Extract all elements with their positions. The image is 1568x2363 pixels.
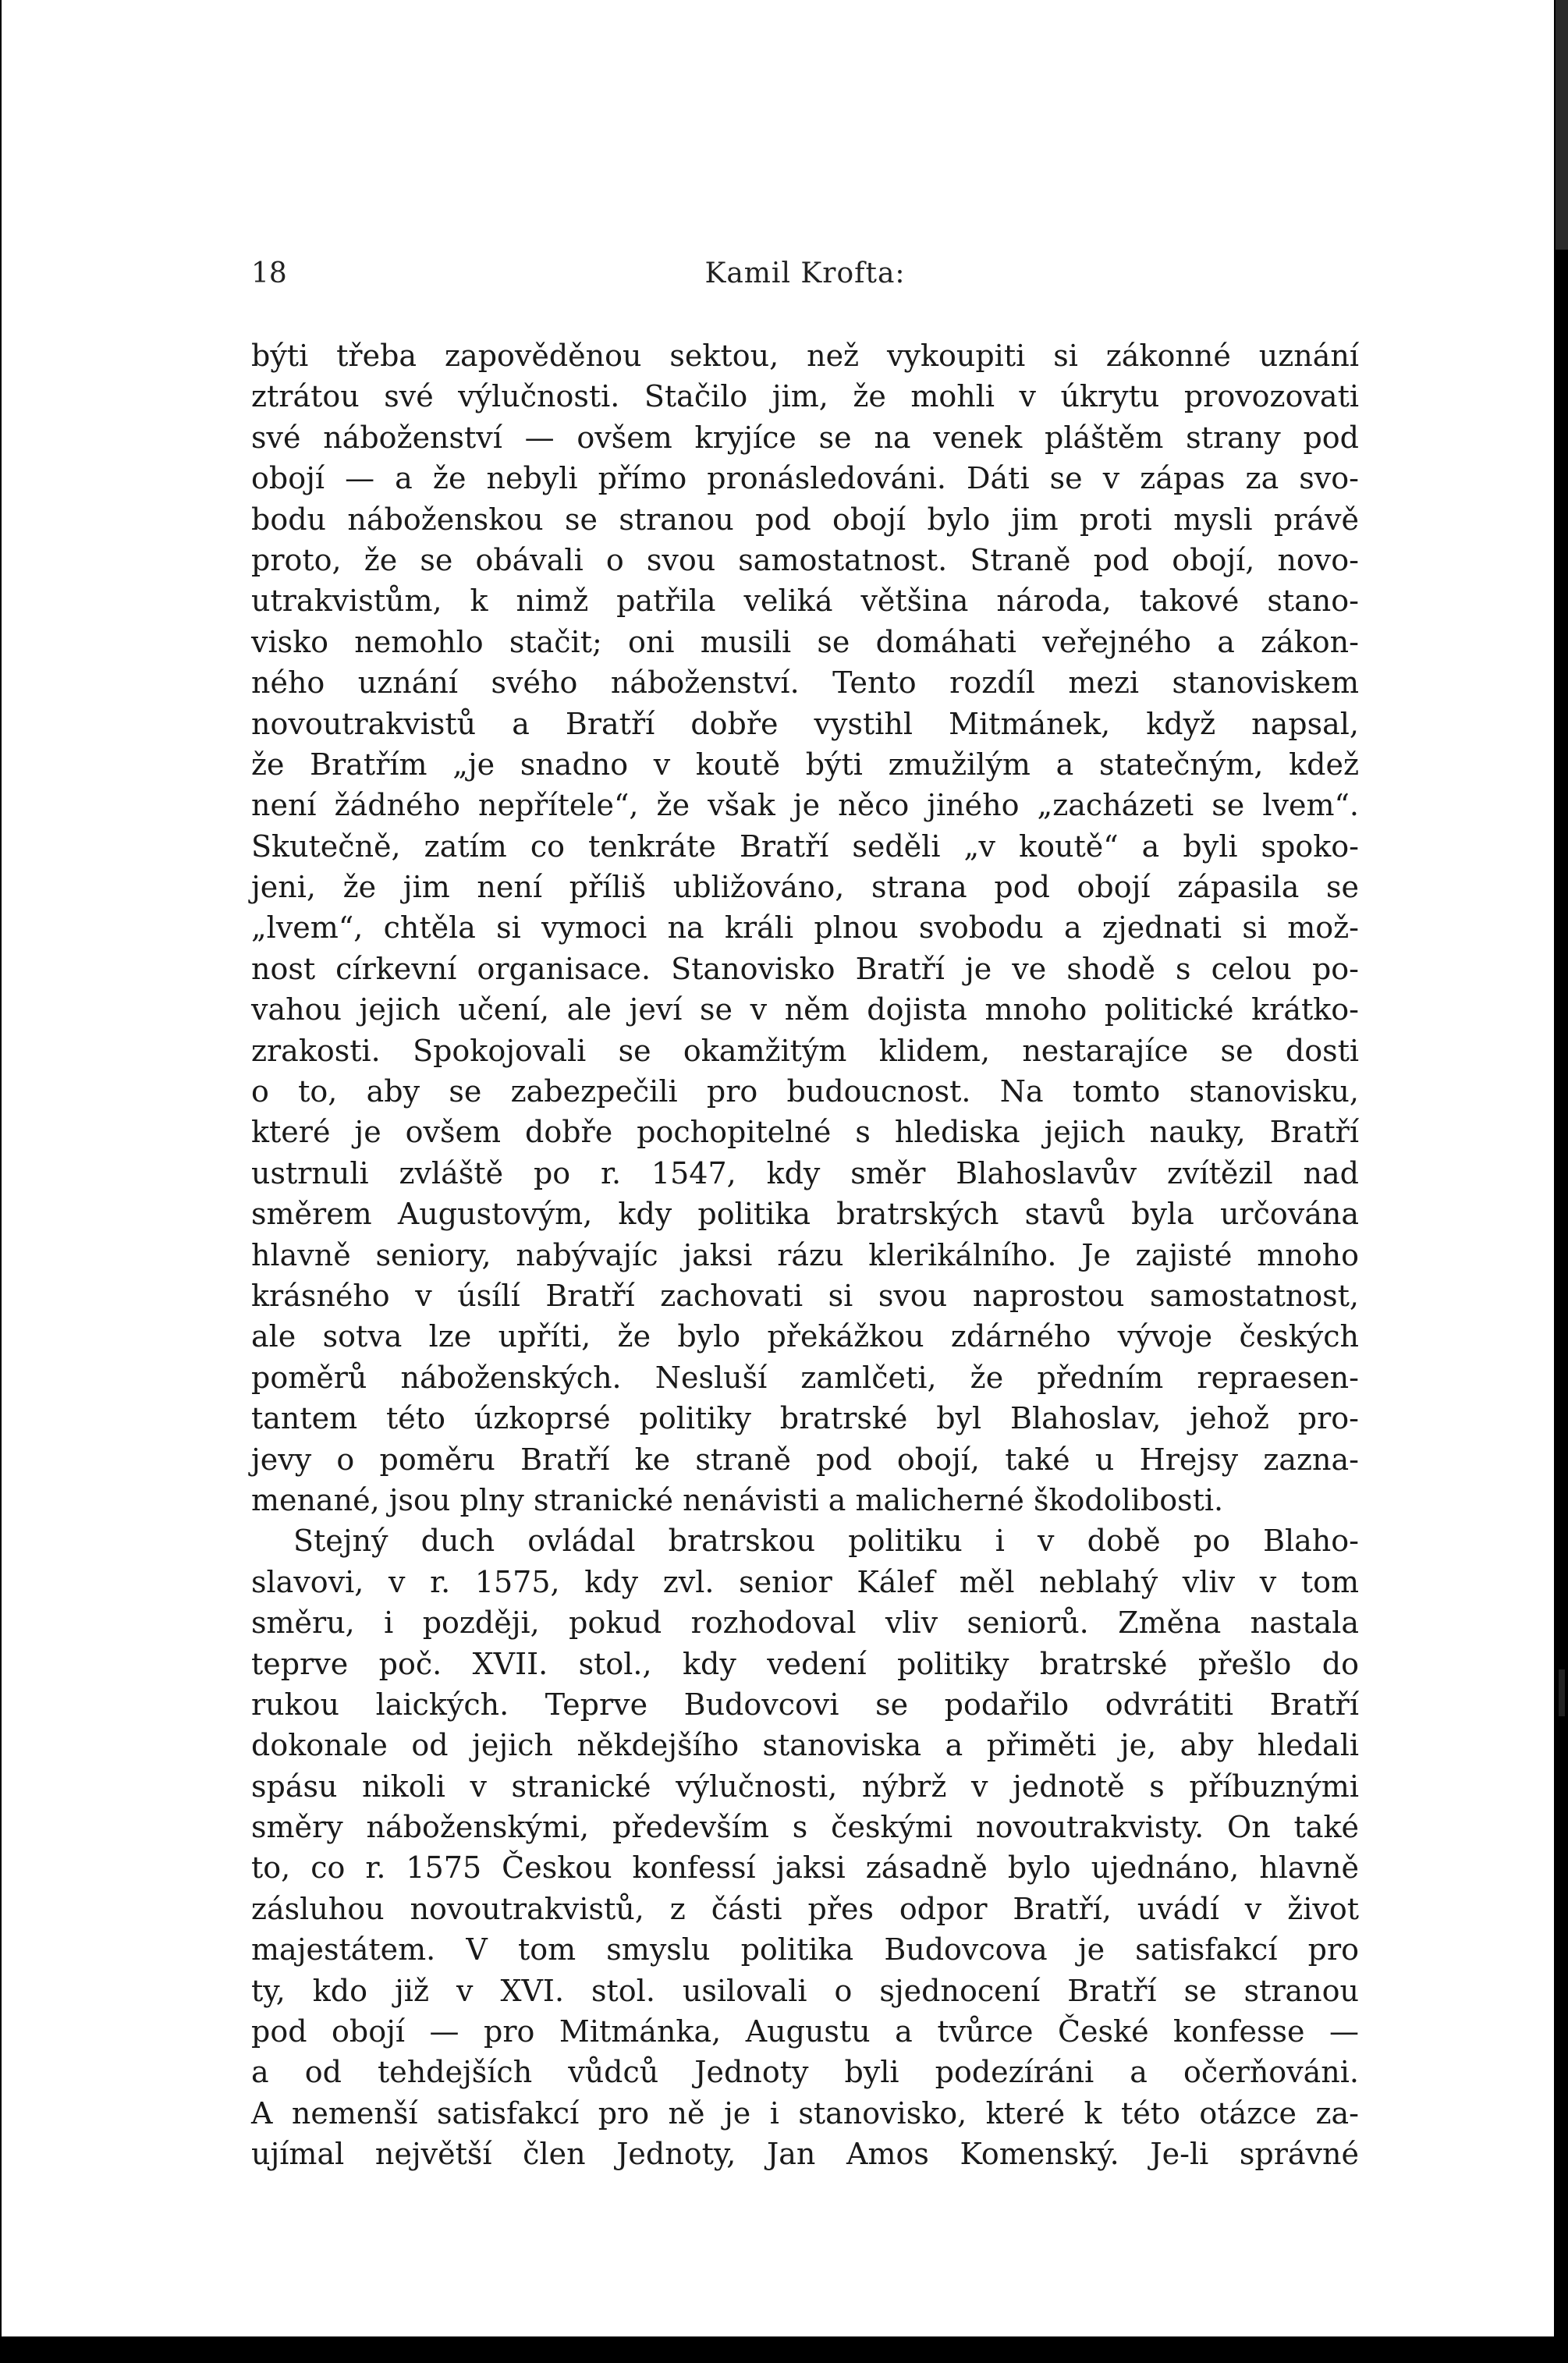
text-line: ztrátou své výlučnosti. Stačilo jim, že mohli v úkrytu provozovati — [251, 379, 1359, 414]
text-line: pod obojí — pro Mitmánka, Augustu a tvůrce České konfesse — — [251, 2014, 1359, 2049]
text-line: krásného v úsílí Bratří zachovati si svou naprostou samostatnost, — [251, 1278, 1359, 1313]
text-line: menané, jsou plny stranické nenávisti a malicherné škodolibosti. — [251, 1482, 1224, 1517]
page-number: 18 — [251, 257, 287, 289]
text-line: ujímal největší člen Jednoty, Jan Amos Komenský. Je-li správné — [251, 2137, 1359, 2172]
text-line: poměrů náboženských. Nesluší zamlčeti, že předním repraesen- — [251, 1360, 1359, 1395]
paragraph-start-line: Stejný duch ovládal bratrskou politiku i v době po Blaho- — [293, 1524, 1359, 1559]
text-line: vahou jejich učení, ale jeví se v něm dojista mnoho politické krátko- — [251, 992, 1359, 1027]
text-line: jeni, že jim není příliš ubližováno, strana pod obojí zápasila se — [251, 870, 1359, 905]
text-line: směry náboženskými, především s českými novoutrakvisty. On také — [251, 1810, 1359, 1845]
text-line: ného uznání svého náboženství. Tento rozdíl mezi stanoviskem — [251, 665, 1359, 701]
text-line: které je ovšem dobře pochopitelné s hlediska jejich nauky, Bratří — [251, 1115, 1359, 1150]
text-line: majestátem. V tom smyslu politika Budovcova je satisfakcí pro — [251, 1932, 1359, 1967]
text-line: spásu nikoli v stranické výlučnosti, nýbrž v jednotě s příbuznými — [251, 1769, 1359, 1804]
text-line: novoutrakvistů a Bratří dobře vystihl Mitmánek, když napsal, — [251, 706, 1359, 741]
text-line: teprve poč. XVII. stol., kdy vedení politiky bratrské přešlo do — [251, 1646, 1359, 1681]
text-line: směru, i později, pokud rozhodoval vliv seniorů. Změna nastala — [251, 1605, 1359, 1641]
text-line: ty, kdo již v XVI. stol. usilovali o sjednocení Bratří se stranou — [251, 1973, 1359, 2008]
text-line: směrem Augustovým, kdy politika bratrských stavů byla určována — [251, 1197, 1359, 1232]
text-line: býti třeba zapověděnou sektou, než vykoupiti si zákonné uznání — [251, 339, 1359, 373]
text-line: ale sotva lze upříti, že bylo překážkou zdárného vývoje českých — [251, 1319, 1359, 1354]
text-line: „lvem“, chtěla si vymoci na králi plnou svobodu a zjednati si mož- — [251, 910, 1359, 946]
running-head: Kamil Krofta: — [704, 257, 906, 289]
text-line: slavovi, v r. 1575, kdy zvl. senior Kálef měl neblahý vliv v tom — [251, 1564, 1359, 1599]
book-page — [2, 0, 1554, 2336]
text-line: proto, že se obávali o svou samostatnost. Straně pod obojí, novo- — [251, 542, 1359, 577]
text-line: zásluhou novoutrakvistů, z části přes odpor Bratří, uvádí v život — [251, 1891, 1359, 1926]
text-line: své náboženství — ovšem kryjíce se na venek pláštěm strany pod — [251, 420, 1359, 455]
scan-edge-mark — [1559, 1669, 1565, 1716]
scan-edge-shadow — [1556, 0, 1568, 250]
text-line: bodu náboženskou se stranou pod obojí bylo jim proti mysli právě — [251, 502, 1359, 537]
text-line: visko nemohlo stačit; oni musili se domáhati veřejného a zákon- — [251, 624, 1359, 659]
text-line: zrakosti. Spokojovali se okamžitým klidem, nestarajíce se dosti — [251, 1033, 1359, 1068]
text-line: obojí — a že nebyli přímo pronásledováni. Dáti se v zápas za svo- — [251, 461, 1359, 496]
text-line: ustrnuli zvláště po r. 1547, kdy směr Blahoslavův zvítězil nad — [251, 1155, 1359, 1190]
text-line: že Bratřím „je snadno v koutě býti zmužilým a statečným, kdež — [251, 747, 1359, 782]
page-header — [251, 257, 1359, 304]
text-line: A nemenší satisfakcí pro ně je i stanovisko, které k této otázce za- — [251, 2095, 1359, 2131]
body-text — [251, 335, 1359, 2175]
text-line: to, co r. 1575 Českou konfessí jaksi zásadně bylo ujednáno, hlavně — [251, 1850, 1359, 1886]
text-line: rukou laických. Teprve Budovcovi se podařilo odvrátiti Bratří — [251, 1687, 1359, 1722]
text-line: o to, aby se zabezpečili pro budoucnost. Na tomto stanovisku, — [251, 1074, 1359, 1109]
text-line: dokonale od jejich někdejšího stanoviska a přiměti je, aby hledali — [251, 1728, 1359, 1763]
text-line: hlavně seniory, nabývajíc jaksi rázu klerikálního. Je zajisté mnoho — [251, 1237, 1359, 1272]
text-line: Skutečně, zatím co tenkráte Bratří seděli „v koutě“ a byli spoko- — [251, 828, 1359, 864]
text-line: utrakvistům, k nimž patřila veliká většina národa, takové stano- — [251, 584, 1359, 619]
text-line: nost církevní organisace. Stanovisko Bratří je ve shodě s celou po- — [251, 951, 1359, 986]
text-line: není žádného nepřítele“, že však je něco jiného „zacházeti se lvem“. — [251, 788, 1359, 823]
text-line: jevy o poměru Bratří ke straně pod obojí, také u Hrejsy zazna- — [251, 1442, 1359, 1477]
text-line: tantem této úzkoprsé politiky bratrské byl Blahoslav, jehož pro- — [251, 1401, 1359, 1436]
text-line: a od tehdejších vůdců Jednoty byli podezíráni a očerňováni. — [251, 2055, 1359, 2090]
